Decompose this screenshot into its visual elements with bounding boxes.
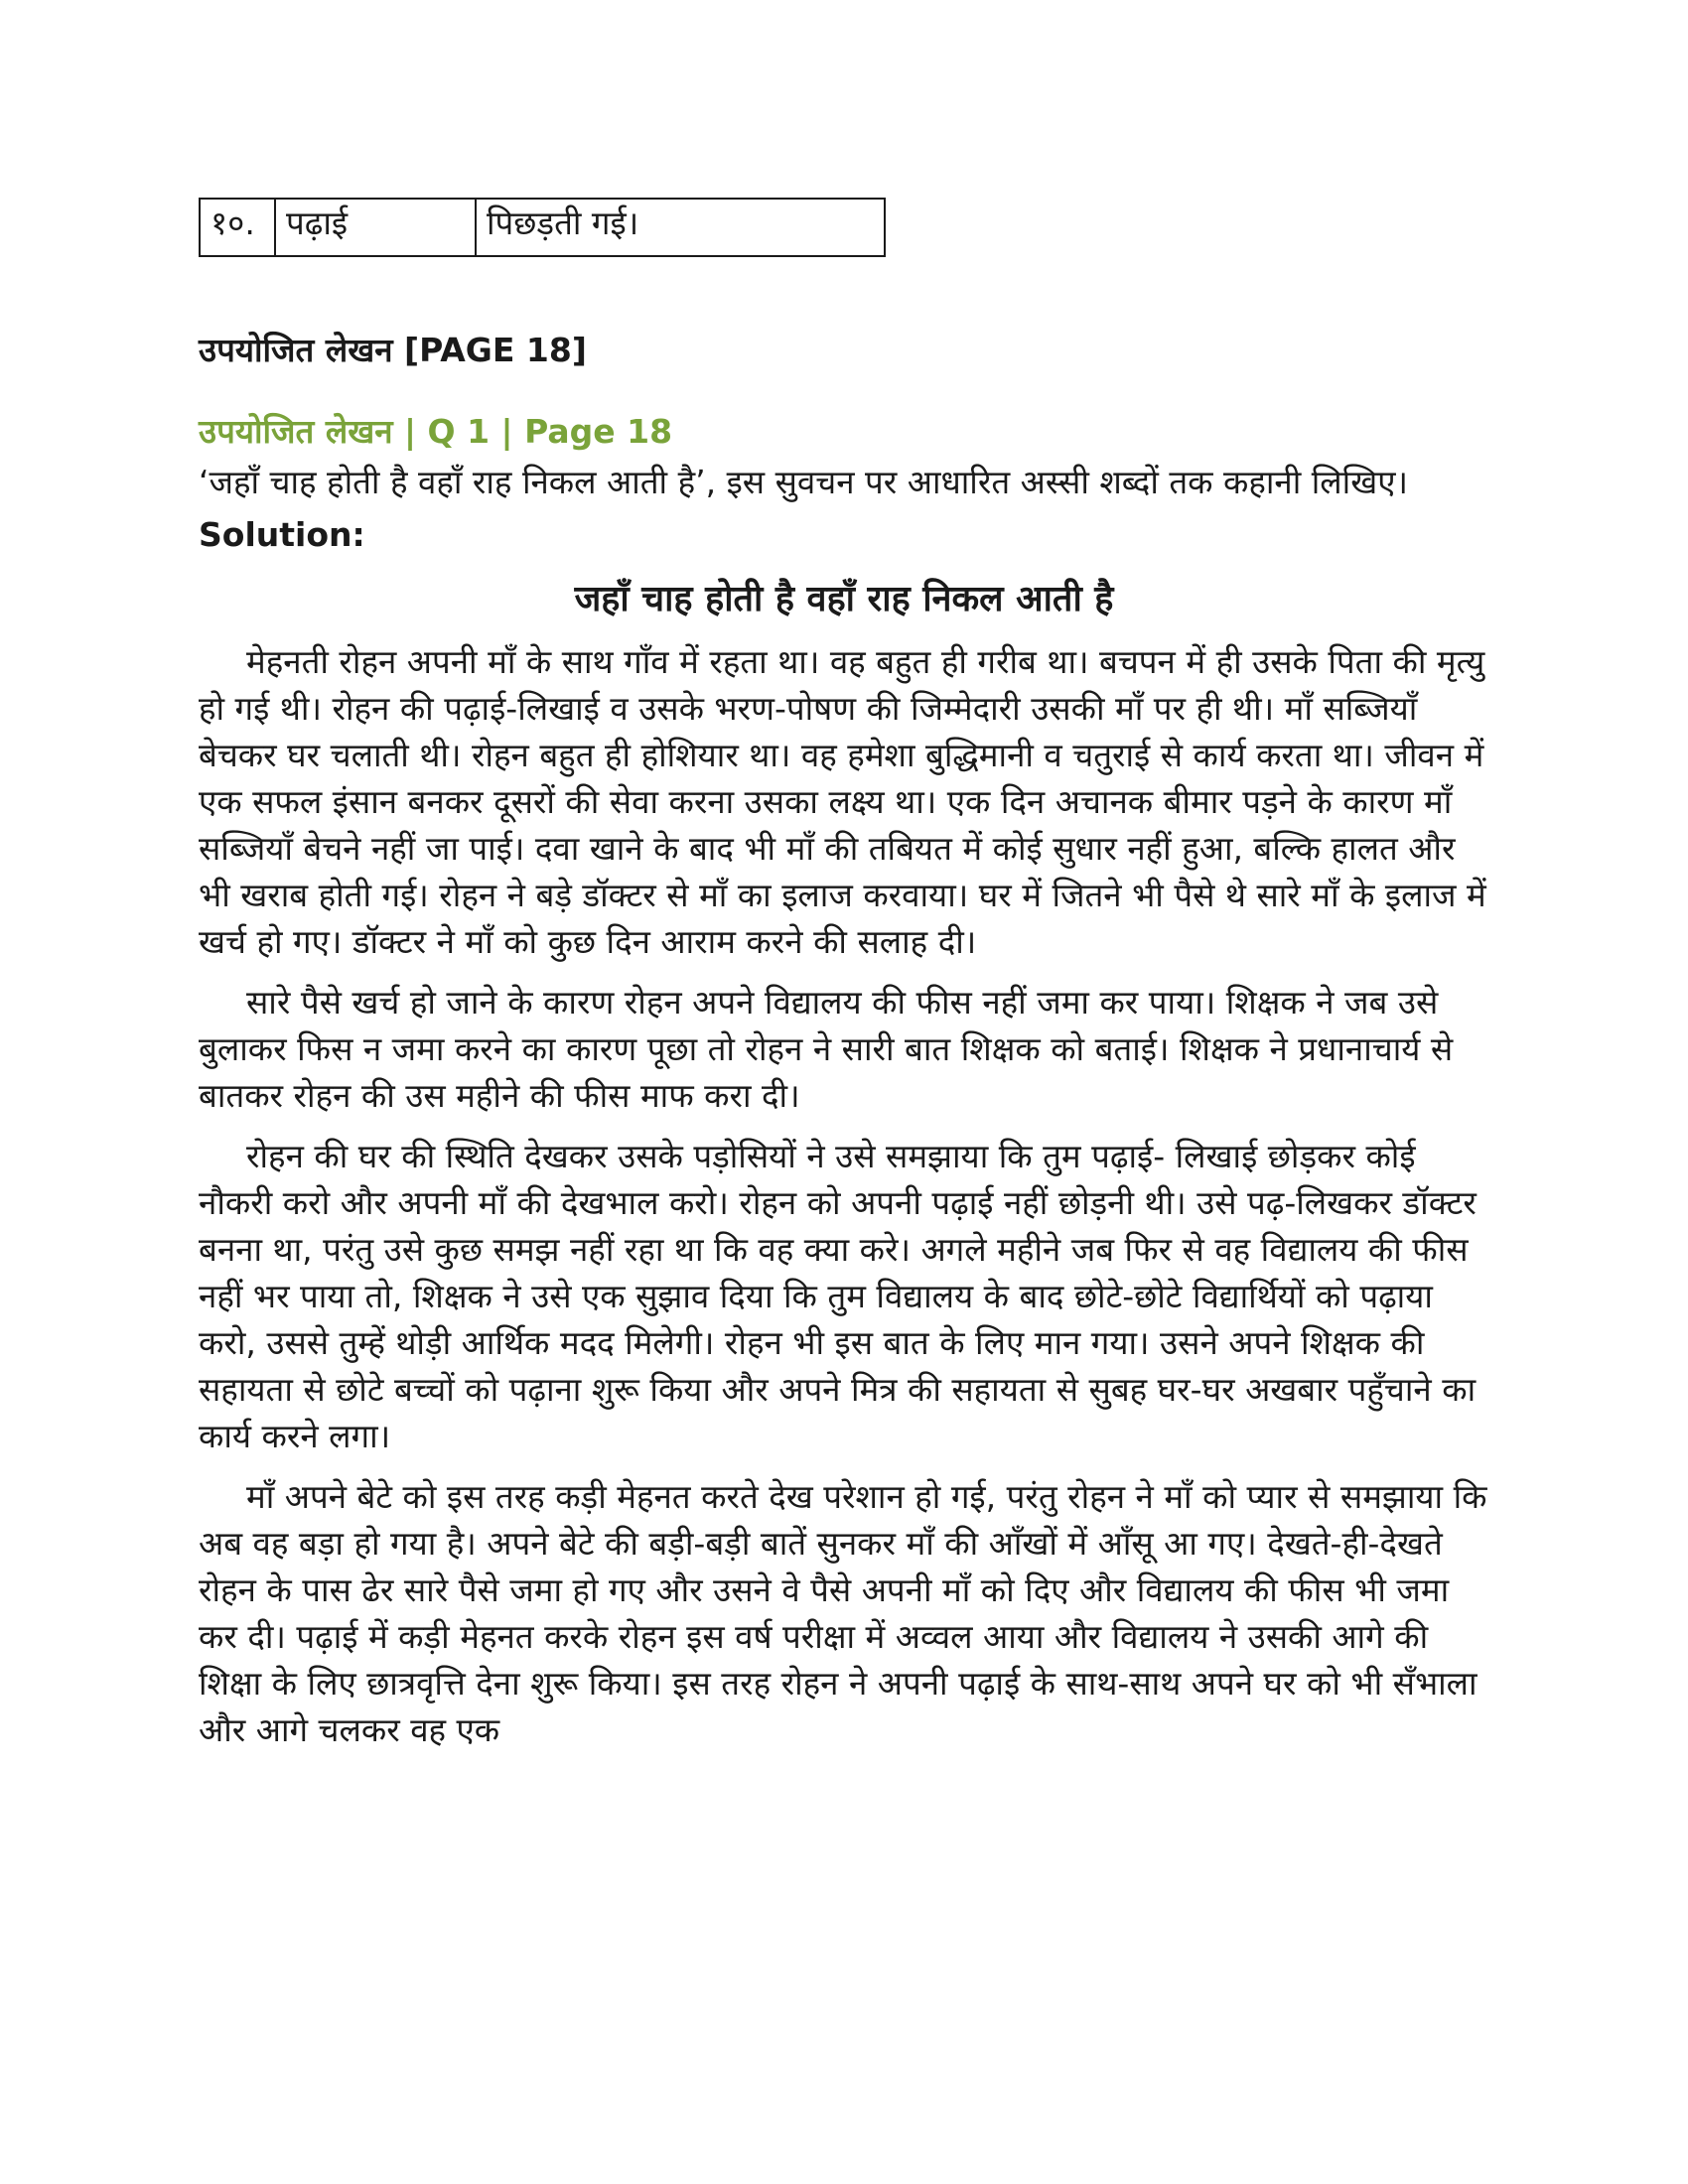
question-text: ‘जहाँ चाह होती है वहाँ राह निकल आती है’, इस सुवचन पर आधारित अस्सी शब्दों तक कहानी लिखिए। — [199, 463, 1408, 501]
story-paragraph: सारे पैसे खर्च हो जाने के कारण रोहन अपने विद्यालय की फीस नहीं जमा कर पाया। शिक्षक ने जब उसे बुलाकर फिस न जमा करने का कारण पूछा तो रोहन ने सारी बात शिक्षक को बताई। शिक्षक ने प्रधानाचार्य से बातकर रोहन की उस महीने की फीस माफ करा दी। — [199, 983, 1454, 1115]
solution-label: Solution: — [199, 515, 365, 554]
section-heading: उपयोजित लेखन [PAGE 18] — [199, 331, 587, 369]
question-heading: उपयोजित लेखन | Q 1 | Page 18 — [199, 412, 673, 451]
document-page — [199, 198, 1489, 1767]
row-number-cell: १०. — [200, 199, 275, 256]
vocabulary-table — [199, 198, 886, 257]
story-paragraph: माँ अपने बेटे को इस तरह कड़ी मेहनत करते देख परेशान हो गई, परंतु रोहन ने माँ को प्यार से समझाया कि अब वह बड़ा हो गया है। अपने बेटे की बड़ी-बड़ी बातें सुनकर माँ की आँखों में आँसू आ गए। देखते-ही-देखते रोहन के पास ढेर सारे पैसे जमा हो गए और उसने वे पैसे अपनी माँ को दिए और विद्यालय की फीस भी जमा कर दी। पढ़ाई में कड़ी मेहनत करके रोहन इस वर्ष परीक्षा में अव्वल आया और विद्यालय ने उसकी आगे की शिक्षा के लिए छात्रवृत्ति देना शुरू किया। इस तरह रोहन ने अपनी पढ़ाई के साथ-साथ अपने घर को भी सँभाला और आगे चलकर वह एक — [199, 1477, 1487, 1749]
story-paragraph: मेहनती रोहन अपनी माँ के साथ गाँव में रहता था। वह बहुत ही गरीब था। बचपन में ही उसके पिता की मृत्यु हो गई थी। रोहन की पढ़ाई-लिखाई व उसके भरण-पोषण की जिम्मेदारी उसकी माँ पर ही थी। माँ सब्जियाँ बेचकर घर चलाती थी। रोहन बहुत ही होशियार था। वह हमेशा बुद्धिमानी व चतुराई से कार्य करता था। जीवन में एक सफल इंसान बनकर दूसरों की सेवा करना उसका लक्ष्य था। एक दिन अचानक बीमार पड़ने के कारण माँ सब्जियाँ बेचने नहीं जा पाई। दवा खाने के बाद भी माँ की तबियत में कोई सुधार नहीं हुआ, बल्कि हालत और भी खराब होती गई। रोहन ने बड़े डॉक्टर से माँ का इलाज करवाया। घर में जितने भी पैसे थे सारे माँ के इलाज में खर्च हो गए। डॉक्टर ने माँ को कुछ दिन आराम करने की सलाह दी। — [199, 642, 1486, 961]
word-cell: पढ़ाई — [275, 199, 476, 256]
story-paragraph: रोहन की घर की स्थिति देखकर उसके पड़ोसियों ने उसे समझाया कि तुम पढ़ाई- लिखाई छोड़कर कोई नौकरी करो और अपनी माँ की देखभाल करो। रोहन को अपनी पढ़ाई नहीं छोड़नी थी। उसे पढ़-लिखकर डॉक्टर बनना था, परंतु उसे कुछ समझ नहीं रहा था कि वह क्या करे। अगले महीने जब फिर से वह विद्यालय की फीस नहीं भर पाया तो, शिक्षक ने उसे एक सुझाव दिया कि तुम विद्यालय के बाद छोटे-छोटे विद्यार्थियों को पढ़ाया करो, उससे तुम्हें थोड़ी आर्थिक मदद मिलेगी। रोहन भी इस बात के लिए मान गया। उसने अपने शिक्षक की सहायता से छोटे बच्चों को पढ़ाना शुरू किया और अपने मित्र की सहायता से सुबह घर-घर अखबार पहुँचाने का कार्य करने लगा। — [199, 1137, 1477, 1455]
table-row — [200, 199, 885, 256]
meaning-cell: पिछड़ती गई। — [476, 199, 885, 256]
story-title: जहाँ चाह होती है वहाँ राह निकल आती है — [574, 579, 1114, 619]
